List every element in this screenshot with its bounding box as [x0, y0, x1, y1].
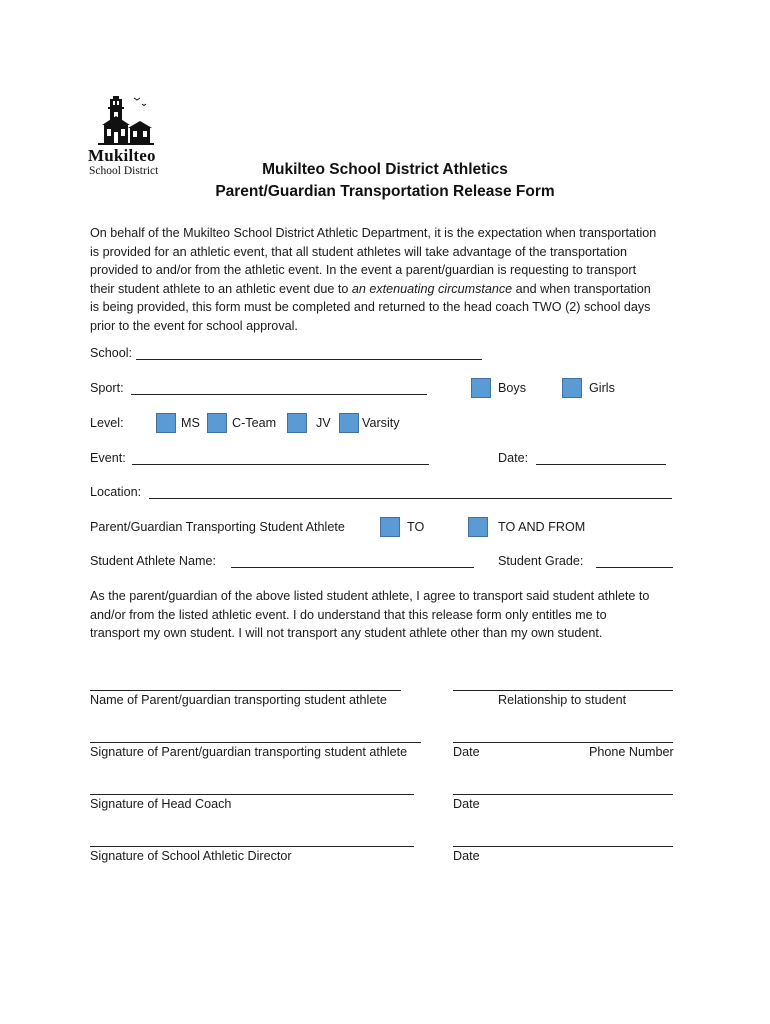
intro-text: and when transportation	[512, 281, 651, 296]
coach-date-line[interactable]	[453, 794, 673, 795]
parent-signature-label: Signature of Parent/guardian transporting student athlete	[90, 745, 408, 759]
sport-label: Sport:	[90, 381, 124, 395]
boys-checkbox[interactable]	[471, 378, 491, 398]
intro-line: is provided for an athletic event, that all student athletes will take advantage of the transportation	[90, 244, 627, 259]
varsity-checkbox[interactable]	[339, 413, 359, 433]
girls-checkbox[interactable]	[562, 378, 582, 398]
to-label: TO	[407, 520, 425, 534]
student-name-label: Student Athlete Name:	[90, 554, 217, 568]
to-and-from-checkbox[interactable]	[468, 517, 488, 537]
logo-subtitle: School District	[89, 165, 159, 177]
level-label: Level:	[90, 416, 124, 430]
to-checkbox[interactable]	[380, 517, 400, 537]
c-team-checkbox[interactable]	[207, 413, 227, 433]
varsity-label: Varsity	[362, 416, 400, 430]
school-label: School:	[90, 346, 133, 360]
jv-label: JV	[316, 416, 331, 430]
parent-name-label: Name of Parent/guardian transporting student athlete	[90, 693, 387, 707]
director-date-line[interactable]	[453, 846, 673, 847]
boys-label: Boys	[498, 381, 526, 395]
c-team-label: C-Team	[232, 416, 277, 430]
event-label: Event:	[90, 451, 126, 465]
student-grade-label: Student Grade:	[498, 554, 584, 568]
date-phone-line[interactable]	[453, 742, 673, 743]
coach-signature-label: Signature of Head Coach	[90, 797, 232, 811]
form-title-line2: Parent/Guardian Transportation Release Form	[215, 183, 555, 200]
intro-line: is being provided, this form must be completed and returned to the head coach TWO (2) school days	[90, 300, 651, 315]
student-grade-field[interactable]	[596, 567, 673, 568]
location-field[interactable]	[149, 498, 672, 499]
intro-line: provided to and/or from the athletic event. In the event a parent/guardian is requesting to transport	[90, 263, 637, 278]
parent-name-line[interactable]	[90, 690, 401, 691]
date-label: Date	[453, 849, 480, 863]
emphasis-text: an extenuating circumstance	[351, 281, 513, 296]
agreement-line: As the parent/guardian of the above listed student athlete, I agree to transport said student athlete to	[90, 589, 650, 603]
ms-label: MS	[181, 416, 200, 430]
date-label: Date	[453, 797, 480, 811]
sport-field[interactable]	[131, 394, 427, 395]
parent-signature-line[interactable]	[90, 742, 421, 743]
date-label: Date	[453, 745, 480, 759]
jv-checkbox[interactable]	[287, 413, 307, 433]
intro-text: their student athlete to an athletic event due to	[90, 281, 352, 296]
date-label: Date:	[498, 451, 529, 465]
intro-line: prior to the event for school approval.	[90, 318, 298, 333]
agreement-line: and/or from the listed athletic event. I do understand that this release form only entitles me to	[90, 607, 607, 622]
logo-name: Mukilteo	[88, 146, 156, 165]
intro-line	[90, 280, 682, 299]
school-field[interactable]	[136, 359, 482, 360]
form-title-line1: Mukilteo School District Athletics	[262, 161, 508, 178]
lighthouse-icon	[96, 94, 158, 146]
agreement-paragraph	[90, 587, 690, 643]
event-field[interactable]	[132, 464, 429, 465]
ms-checkbox[interactable]	[156, 413, 176, 433]
agreement-line: transport my own student. I will not transport any student athlete other than my own student.	[90, 626, 603, 641]
director-signature-line[interactable]	[90, 846, 414, 847]
intro-line: On behalf of the Mukilteo School District Athletic Department, it is the expectation when transportation	[90, 226, 657, 240]
relationship-label: Relationship to student	[498, 693, 627, 707]
to-and-from-label: TO AND FROM	[498, 520, 586, 534]
location-label: Location:	[90, 485, 142, 499]
director-signature-label: Signature of School Athletic Director	[90, 849, 292, 863]
intro-paragraph	[90, 224, 682, 336]
phone-label: Phone Number	[589, 745, 674, 759]
coach-signature-line[interactable]	[90, 794, 414, 795]
girls-label: Girls	[589, 381, 615, 395]
relationship-line[interactable]	[453, 690, 673, 691]
transporting-label: Parent/Guardian Transporting Student Athlete	[90, 520, 345, 534]
student-name-field[interactable]	[231, 567, 474, 568]
date-field[interactable]	[536, 464, 666, 465]
